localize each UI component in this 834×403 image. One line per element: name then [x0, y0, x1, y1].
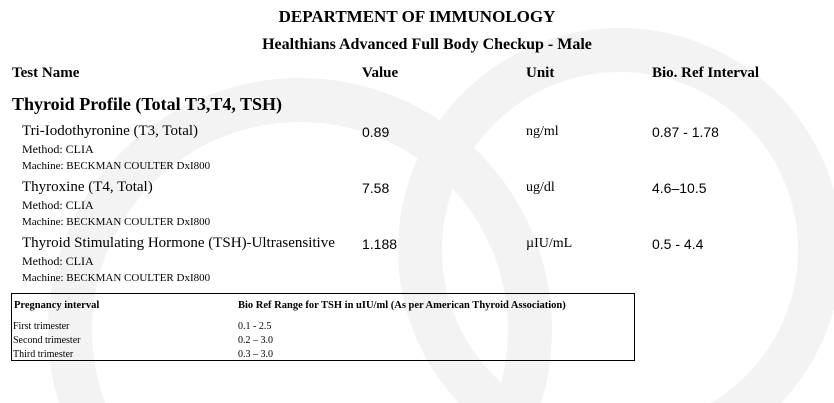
- column-header-test-name: Test Name: [12, 65, 80, 81]
- test-unit: ng/ml: [526, 124, 559, 139]
- test-value: 7.58: [362, 180, 390, 196]
- test-name: Tri-Iodothyronine (T3, Total): [22, 123, 199, 139]
- test-machine: Machine: BECKMAN COULTER DxI800: [22, 160, 211, 172]
- package-title: Healthians Advanced Full Body Checkup - Male: [262, 36, 592, 53]
- tsh-range-header: Bio Ref Range for TSH in uIU/ml (As per American Thyroid Association): [238, 300, 566, 311]
- test-ref-interval: 0.87 - 1.78: [652, 124, 719, 140]
- test-method: Method: CLIA: [22, 254, 94, 268]
- test-name: Thyroxine (T4, Total): [22, 179, 153, 195]
- pregnancy-interval-cell: Third trimester: [13, 349, 74, 360]
- test-method: Method: CLIA: [22, 142, 94, 156]
- department-title: DEPARTMENT OF IMMUNOLOGY: [278, 7, 556, 26]
- pregnancy-reference-table: [11, 293, 635, 361]
- column-header-value: Value: [362, 65, 399, 81]
- pregnancy-interval-cell: Second trimester: [13, 335, 81, 346]
- test-unit: µIU/mL: [526, 236, 573, 251]
- test-unit: ug/dl: [526, 180, 555, 195]
- tsh-range-cell: 0.2 – 3.0: [238, 335, 273, 346]
- test-method: Method: CLIA: [22, 198, 94, 212]
- test-machine: Machine: BECKMAN COULTER DxI800: [22, 216, 211, 228]
- column-header-ref-interval: Bio. Ref Interval: [652, 65, 760, 81]
- test-value: 1.188: [362, 236, 398, 252]
- test-ref-interval: 4.6–10.5: [652, 180, 707, 196]
- test-machine: Machine: BECKMAN COULTER DxI800: [22, 272, 211, 284]
- tsh-range-cell: 0.3 – 3.0: [238, 349, 273, 360]
- test-name: Thyroid Stimulating Hormone (TSH)-Ultrasensitive: [22, 235, 335, 251]
- test-value: 0.89: [362, 124, 390, 140]
- pregnancy-interval-header: Pregnancy interval: [14, 300, 100, 311]
- column-header-unit: Unit: [526, 65, 555, 81]
- pregnancy-interval-cell: First trimester: [13, 321, 70, 332]
- tsh-range-cell: 0.1 - 2.5: [238, 321, 272, 332]
- test-ref-interval: 0.5 - 4.4: [652, 236, 704, 252]
- section-title: Thyroid Profile (Total T3,T4, TSH): [12, 94, 283, 114]
